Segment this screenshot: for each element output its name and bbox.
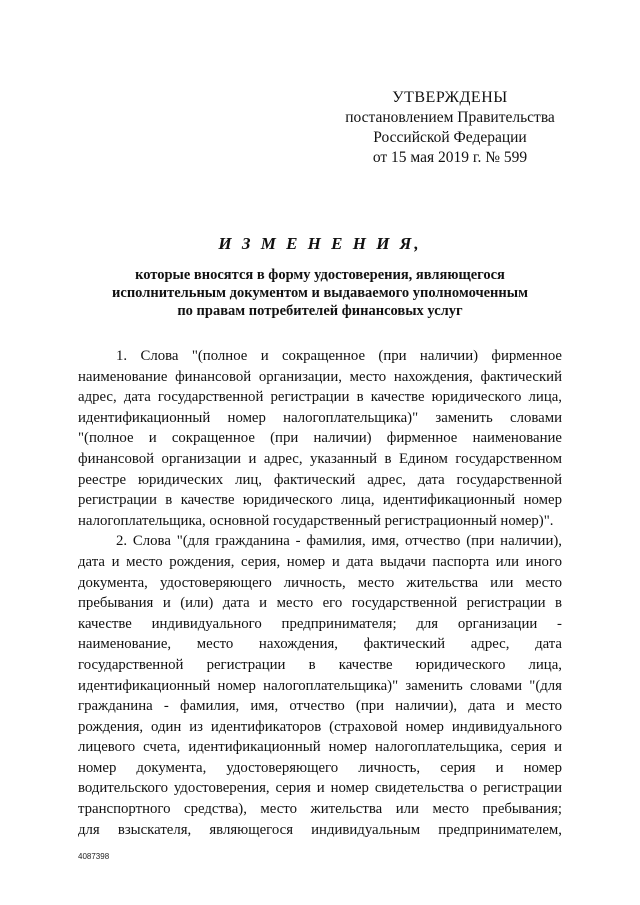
- document-heading: [80, 234, 560, 320]
- text-line: идентификационный номер налогоплательщика)" заменить словами: [78, 409, 562, 426]
- text-line: 1. Слова "(полное и сокращенное (при наличии) фирменное: [116, 348, 562, 364]
- subtitle-line: исполнительным документом и выдаваемого уполномоченным: [112, 285, 528, 301]
- text-line: наименование финансовой организации, место нахождения, фактический: [78, 368, 562, 385]
- text-line: 2. Слова "(для гражданина - фамилия, имя, отчество (при наличии),: [116, 533, 562, 550]
- text-line: реестре юридических лиц, фактический адрес, дата государственной: [78, 471, 562, 488]
- text-line: государственной регистрации в качестве юридического лица,: [78, 656, 562, 673]
- document-body: [78, 346, 562, 840]
- text-line: "(полное и сокращенное (при наличии) фирменное наименование: [78, 430, 562, 447]
- paragraph-2: [78, 531, 562, 840]
- text-line: налогоплательщика, основной государственный регистрационный номер)".: [78, 512, 554, 529]
- text-line: номер документа, удостоверяющего личность, серия и номер: [78, 759, 562, 776]
- paragraph-1: [78, 346, 562, 531]
- text-line: документа, удостоверяющего личность, место жительства или место: [78, 574, 562, 591]
- text-line: лицевого счета, идентификационный номер налогоплательщика, серия и: [78, 739, 562, 756]
- subtitle-line: по правам потребителей финансовых услуг: [177, 303, 463, 319]
- text-line: для взыскателя, являющегося индивидуальным предпринимателем,: [78, 821, 562, 838]
- approval-title: УТВЕРЖДЕНЫ: [392, 89, 508, 106]
- text-line: рождения, один из идентификаторов (страховой номер индивидуального: [78, 718, 562, 735]
- approval-line-2: Российской Федерации: [373, 129, 527, 146]
- approval-line-1: постановлением Правительства: [345, 109, 555, 126]
- document-code: 4087398: [78, 852, 110, 861]
- text-line: транспортного средства), место жительства или место пребывания;: [78, 801, 562, 818]
- text-line: пребывания и (или) дата и место его государственной регистрации в: [78, 595, 562, 612]
- text-line: качестве индивидуального предпринимателя; для организации -: [78, 615, 562, 632]
- document-subtitle: [80, 266, 560, 320]
- text-line: наименование, место нахождения, фактический адрес, дата: [78, 636, 562, 653]
- text-line: регистрации в качестве юридического лица, идентификационный номер: [78, 492, 562, 509]
- approval-line-3: от 15 мая 2019 г. № 599: [372, 149, 528, 166]
- text-line: адрес, дата государственной регистрации в качестве юридического лица,: [78, 389, 562, 406]
- text-line: финансовой организации и адрес, указанный в Едином государственном: [78, 450, 562, 467]
- text-line: идентификационный номер налогоплательщика)" заменить словами "(для: [78, 677, 562, 694]
- text-line: гражданина - фамилия, имя, отчество (при наличии), дата и место: [78, 698, 562, 715]
- text-line: дата и место рождения, серия, номер и дата выдачи паспорта или иного: [78, 553, 562, 570]
- text-line: водительского удостоверения, серия и номер свидетельства о регистрации: [78, 780, 562, 797]
- subtitle-line: которые вносятся в форму удостоверения, являющегося: [135, 267, 505, 283]
- approval-stamp: [340, 88, 560, 168]
- document-title: И З М Е Н Е Н И Я,: [218, 234, 422, 253]
